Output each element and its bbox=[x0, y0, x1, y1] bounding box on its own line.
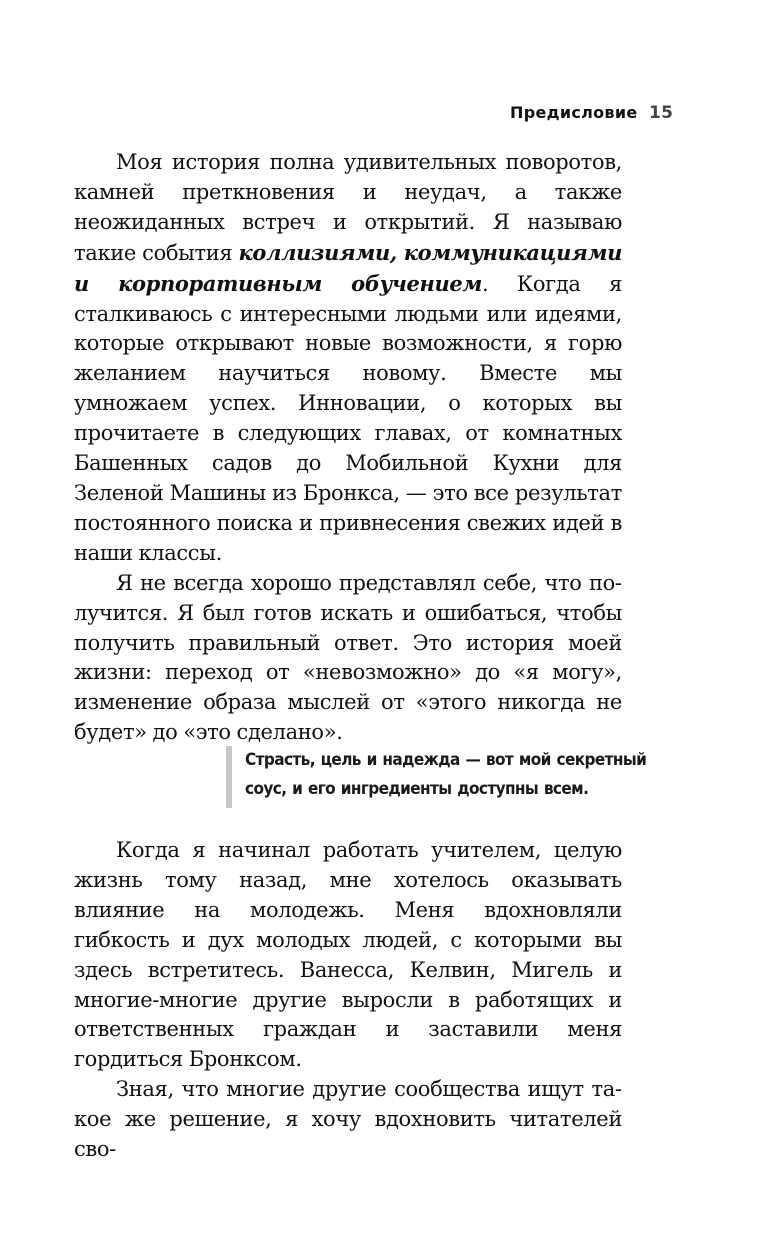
paragraph-1-start: Моя история полна удивительных поворотов, камней преткновения и неудач, а также неожиданных встреч и открытий. Я называю такие события bbox=[74, 150, 622, 265]
pull-quote bbox=[226, 746, 693, 808]
text-block-lower bbox=[74, 836, 622, 1165]
running-head bbox=[470, 101, 674, 127]
paragraph-4: Зная, что многие другие сообщества ищут такое же решение, я хочу вдохновить читателей сво- bbox=[74, 1077, 622, 1162]
paragraph-1-emphasis: коллизиями, коммуникациями и корпоративным обучением bbox=[74, 239, 622, 296]
section-title: Предисловие bbox=[510, 103, 638, 122]
paragraph-3: Когда я начинал работать учителем, целую жизнь тому назад, мне хотелось оказывать влияние на молодежь. Меня вдохновляли гибкость и дух молодых людей, с которыми вы здесь встретитесь. Ванесса, Келвин, Мигель и многие-многие другие выросли в работящих и ответственных граждан и заставили меня гордиться Бронксом. bbox=[74, 838, 622, 1072]
paragraph-1-end: . Когда я сталкиваюсь с интересными людьми или идеями, которые открывают новые возможности, я горю желанием научиться новому. Вместе мы умножаем успех. Инновации, о которых вы прочитаете в следующих главах, от комнатных Башенных садов до Мобильной Кухни для Зеленой Машины из Бронкса, — это все результат постоянного поиска и привнесения свежих идей в наши классы. bbox=[74, 271, 622, 565]
paragraph-1 bbox=[74, 148, 622, 569]
pull-quote-text: Страсть, цель и надежда — вот мой секретный соус, и его ингредиенты доступны всем. bbox=[245, 750, 647, 799]
paragraph-2: Я не всегда хорошо представлял себе, что получится. Я был готов искать и ошибаться, чтобы получить правильный ответ. Это история моей жизни: переход от «невозможно» до «я могу», изменение образа мыслей от «этого никогда не будет» до «это сделано». bbox=[74, 570, 622, 745]
text-block-upper bbox=[74, 148, 622, 748]
page-number: 15 bbox=[649, 103, 674, 123]
